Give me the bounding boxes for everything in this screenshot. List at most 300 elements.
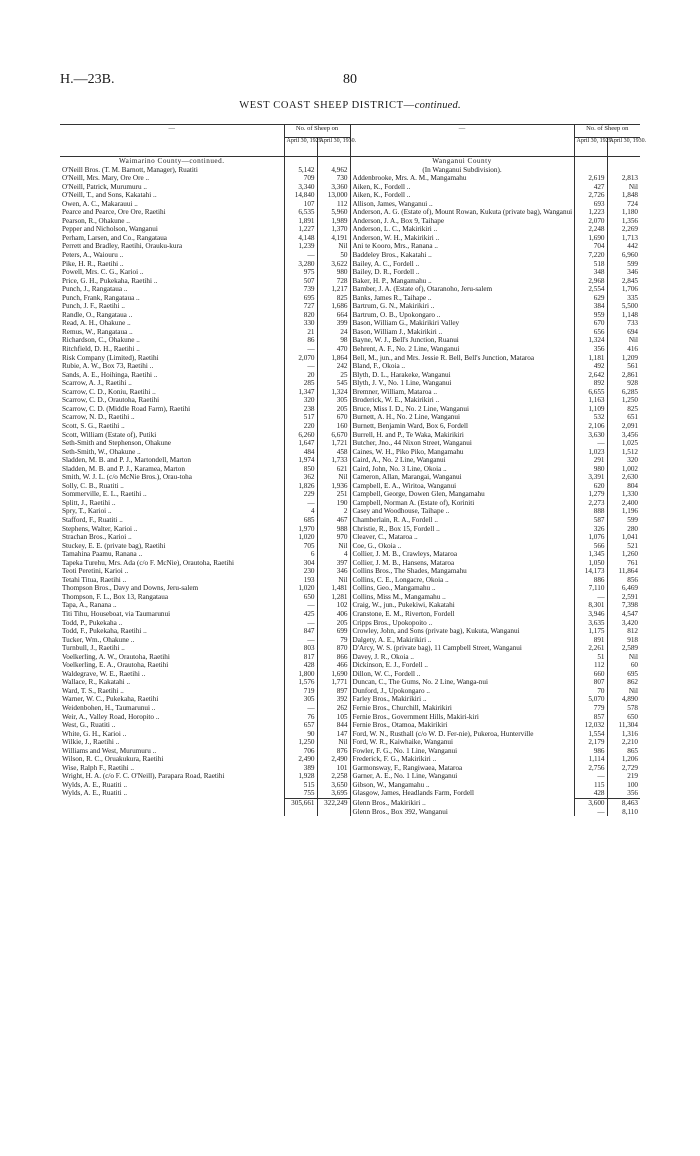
sheep-count-1929: — [284, 619, 317, 628]
table-row [60, 362, 640, 371]
sheep-count-1929: — [284, 636, 317, 645]
sheep-count-1929: 3,391 [574, 473, 607, 482]
table-row [60, 661, 640, 670]
owner-name: Bailey, D. R., Fordell .. [352, 268, 420, 277]
table-row [60, 217, 640, 226]
table-row [60, 465, 640, 474]
table-row [60, 328, 640, 337]
sheep-count-1930: 1,041 [607, 533, 640, 542]
sheep-count-1929: 587 [574, 516, 607, 525]
sheep-count-1929: 1,109 [574, 405, 607, 414]
owner-name: Scarrow, C. D. (Middle Road Farm), Raetihi [62, 404, 191, 413]
empty-cell [317, 808, 350, 817]
sheep-count-1929: 1,970 [284, 525, 317, 534]
table-row [60, 687, 640, 696]
sheep-count-1929: 356 [574, 345, 607, 354]
sheep-count-1929: 285 [284, 379, 317, 388]
table-row [60, 345, 640, 354]
owner-name: Tamahina Paamu, Ranana .. [62, 550, 143, 559]
sheep-count-1930: Nil [317, 576, 350, 585]
sheep-count-1929: 21 [284, 328, 317, 337]
sheep-count-1929: 1,554 [574, 730, 607, 739]
sheep-count-1929: — [284, 704, 317, 713]
sheep-count-1929: 389 [284, 764, 317, 773]
sheep-count-1930: Nil [317, 242, 350, 251]
sheep-count-1930: 3,456 [607, 431, 640, 440]
sheep-count-1929: 706 [284, 747, 317, 756]
sheep-count-1929: 2,968 [574, 277, 607, 286]
owner-name: Ward, T. S., Raetihi .. [62, 686, 124, 695]
sheep-count-1930: 442 [607, 242, 640, 251]
sheep-count-1930: 2,589 [607, 644, 640, 653]
sheep-count-1930: 3,650 [317, 781, 350, 790]
table-row [60, 610, 640, 619]
sheep-count-1930: 4,962 [317, 166, 350, 175]
sheep-count-1930: 205 [317, 619, 350, 628]
sheep-count-1929: 705 [284, 542, 317, 551]
table-row [60, 371, 640, 380]
sheep-count-1929: 484 [284, 448, 317, 457]
sheep-count-1930: 761 [607, 559, 640, 568]
table-row [60, 550, 640, 559]
table-row [60, 439, 640, 448]
owner-name: Scott, William (Estate of), Putiki [62, 430, 157, 439]
owner-name: Blyth, D. L., Harakeke, Wanganui [352, 370, 451, 379]
owner-name: Sommerville, E. L., Raetihi .. [62, 490, 147, 499]
name-column-header-right: — [350, 125, 574, 157]
owner-name: Bayne, W. J., Bell's Junction, Ruanui [352, 336, 459, 345]
owner-name: Chamberlain, R. A., Fordell .. [352, 515, 438, 524]
owner-name: Collier, J. M. B., Hansens, Mataroa [352, 558, 455, 567]
sheep-count-1930: 1,721 [317, 439, 350, 448]
owner-name: Wallace, R., Kakatahi .. [62, 678, 131, 687]
sheep-count-1930: 11,864 [607, 567, 640, 576]
sheep-count-1929: 959 [574, 311, 607, 320]
sheep-count-1929: 3,340 [284, 183, 317, 192]
owner-name: Bremner, William, Mataroa .. [352, 387, 438, 396]
owner-name: Cameron, Allan, Marangai, Wanganui [352, 473, 462, 482]
sheep-count-1930: 1,356 [607, 217, 640, 226]
owner-name: Sladden, M. B. and P. J., Karamea, Marton [62, 464, 185, 473]
sheep-count-1929: 428 [574, 789, 607, 798]
table-row [60, 755, 640, 764]
sheep-count-1930: 5,960 [317, 208, 350, 217]
sheep-count-1929: 517 [284, 413, 317, 422]
empty-cell [60, 808, 284, 817]
owner-name: Fernie Bros., Otamoa, Makirikiri [352, 721, 448, 730]
sheep-count-1930: 545 [317, 379, 350, 388]
owner-name: Collins Bros., The Shades, Mangamahu [352, 567, 467, 576]
sheep-count-1930: 4 [317, 550, 350, 559]
sheep-count-1930: 1,330 [607, 490, 640, 499]
owner-name: Dickinson, E. J., Fordell .. [352, 661, 428, 670]
owner-name: Rubie, A. W., Box 73, Raetihi .. [62, 362, 154, 371]
table-row [60, 208, 640, 217]
table-row [60, 473, 640, 482]
sheep-count-1930: Nil [317, 473, 350, 482]
date-1929-left: April 30, 1929. [284, 138, 317, 157]
owner-name: Punch, J., Rangataua .. [62, 285, 128, 294]
sheep-count-1930: 866 [317, 653, 350, 662]
sheep-count-1929: — [284, 251, 317, 260]
owner-name: Dunford, J., Upokongaro .. [352, 686, 430, 695]
sheep-count-1930: 1,512 [607, 448, 640, 457]
owner-name: Pike, H. R., Raetihi .. [62, 259, 124, 268]
table-row [60, 200, 640, 209]
sheep-count-1930: 399 [317, 319, 350, 328]
owner-name: Perrett and Bradley, Raetihi, Orauku-kura [62, 242, 183, 251]
owner-name: Broderick, W. E., Makirikiri .. [352, 396, 440, 405]
sheep-count-1930: 190 [317, 499, 350, 508]
owner-name: Baker, H. P., Mangamahu .. [352, 276, 432, 285]
owner-name: Farley Bros., Makirikiri .. [352, 695, 427, 704]
owner-name: Caird, A., No. 2 Line, Wanganui [352, 456, 446, 465]
sheep-count-1929: 230 [284, 567, 317, 576]
sheep-count-1930: 1,002 [607, 465, 640, 474]
owner-name: Randle, O., Rangataua .. [62, 310, 133, 319]
sheep-count-1929: 330 [284, 319, 317, 328]
sheep-count-1929: 980 [574, 465, 607, 474]
sheep-count-1929: 2,261 [574, 644, 607, 653]
sheep-count-1929: 320 [284, 396, 317, 405]
title-continued: continued. [414, 100, 461, 111]
owner-name: Collier, J. M. B., Crawleys, Mataroa [352, 550, 458, 559]
table-row [60, 738, 640, 747]
sheep-count-1929: 779 [574, 704, 607, 713]
sheep-count-1929: 193 [284, 576, 317, 585]
owner-name: Burnett, Benjamin Ward, Box 6, Fordell [352, 421, 468, 430]
sheep-count-1929: 1,324 [574, 336, 607, 345]
sheep-count-1930: 305 [317, 396, 350, 405]
sheep-count-1929: 850 [284, 465, 317, 474]
sheep-count-1929: 566 [574, 542, 607, 551]
owner-name: Burnett, A. H., No. 2 Line, Wanganui [352, 413, 460, 422]
sheep-count-1930: 825 [607, 405, 640, 414]
owner-name: O'Neill, Mrs. Mary, Ore Ore .. [62, 174, 150, 183]
sheep-count-1930: 470 [317, 345, 350, 354]
table-row [60, 764, 640, 773]
sheep-count-1929: 2,106 [574, 422, 607, 431]
sheep-count-1929: 6,535 [284, 208, 317, 217]
sheep-count-1930: 1,686 [317, 302, 350, 311]
sheep-count-1929: 693 [574, 200, 607, 209]
empty-cell [60, 799, 284, 808]
sheep-count-1929: 755 [284, 789, 317, 798]
owner-name: Tapeka Turehu, Mrs. Ada (c/o F. McNie), Orautoha, Raetihi [62, 558, 234, 567]
sheep-count-1930: 50 [317, 251, 350, 260]
sheep-count-1930: 1,148 [607, 311, 640, 320]
owner-name: Burrell, H. and P., Te Waka, Makirikiri [352, 430, 464, 439]
owner-name: O'Neill, Patrick, Murumuru .. [62, 182, 147, 191]
sheep-count-1930: 1,864 [317, 354, 350, 363]
owner-name: Dillon, W. C., Fordell .. [352, 669, 421, 678]
table-row [60, 636, 640, 645]
owner-name: Smith, W. J. L. (c/o McNie Bros.), Orau-toha [62, 473, 192, 482]
sheep-count-1929: 1,345 [574, 550, 607, 559]
table-row [60, 166, 640, 175]
owner-name: Stuckey, E. E. (private bag), Raetihi [62, 541, 166, 550]
owner-name: Scarrow, N. D., Raetihi .. [62, 413, 135, 422]
sheep-count-1929: 326 [574, 525, 607, 534]
sheep-count-1930: 856 [607, 576, 640, 585]
owner-name: Splitt, J., Raetihi .. [62, 498, 116, 507]
owner-name: Campbell, E. A., Wiritoa, Wanganui [352, 481, 457, 490]
owner-name: Banks, James R., Taihape .. [352, 293, 432, 302]
owner-name: Wylds, A. E., Ruatiti .. [62, 780, 128, 789]
table-row [60, 431, 640, 440]
sheep-count-1929: 4,148 [284, 234, 317, 243]
sheep-count-1930: 2,269 [607, 225, 640, 234]
sheep-count-1930: 897 [317, 687, 350, 696]
sheep-count-1929: 650 [284, 593, 317, 602]
sheep-count-1929: 685 [284, 516, 317, 525]
owner-name: Cranstone, E. M., Riverton, Fordell [352, 609, 455, 618]
sheep-count-1930: 825 [317, 294, 350, 303]
sheep-count-1930: 2,729 [607, 764, 640, 773]
owner-name: Glenn Bros., Box 392, Wanganui [352, 807, 448, 816]
owner-name: Scarrow, C. D., Orautoha, Raetihi [62, 396, 160, 405]
page-title [0, 100, 700, 111]
sheep-count-1929: 3,635 [574, 619, 607, 628]
owner-name: Scarrow, C. D., Koniu, Raetihi .. [62, 387, 156, 396]
sheep-count-1929: 886 [574, 576, 607, 585]
owner-name: Campbell, Norman A. (Estate of), Koriniti [352, 498, 475, 507]
sheep-count-1930: 6,960 [607, 251, 640, 260]
owner-name: Collins, C. E., Longacre, Okoia .. [352, 575, 449, 584]
table-row [60, 260, 640, 269]
sheep-count-1930: 356 [607, 789, 640, 798]
sheep-count-1929: 629 [574, 294, 607, 303]
sheep-count-1930: 1,690 [317, 670, 350, 679]
sheep-count-1930: 4,547 [607, 610, 640, 619]
table-row [60, 285, 640, 294]
table-row [60, 799, 640, 808]
sheep-count-1929: 3,600 [574, 799, 607, 808]
table-row [60, 627, 640, 636]
sheep-count-1929: 76 [284, 713, 317, 722]
sheep-count-1930: 844 [317, 721, 350, 730]
sheep-count-1930: 416 [607, 345, 640, 354]
owner-name: Wise, Ralph F., Raetihi .. [62, 763, 134, 772]
owner-name: Price, G. H., Pukekaha, Raetihi .. [62, 276, 158, 285]
sheep-count-1929: 2,179 [574, 738, 607, 747]
sheep-count-1930: 599 [607, 260, 640, 269]
table-row [60, 242, 640, 251]
owner-name: Sands, A. E., Hoihinga, Raetihi .. [62, 370, 158, 379]
table-row [60, 379, 640, 388]
sheep-count-1930: 988 [317, 525, 350, 534]
sheep-count-1929: 532 [574, 413, 607, 422]
owner-name: Williams and West, Murumuru .. [62, 746, 157, 755]
sheep-count-1929: 704 [574, 242, 607, 251]
table-row [60, 525, 640, 534]
empty-cell [317, 157, 350, 166]
sheep-count-1929: 2,490 [284, 755, 317, 764]
sheep-count-1930: 1,771 [317, 678, 350, 687]
sheep-count-1929: 1,050 [574, 559, 607, 568]
table-row [60, 225, 640, 234]
sheep-count-1930: Nil [607, 183, 640, 192]
sheep-count-1929: 305 [284, 695, 317, 704]
sheep-count-1929: 5,070 [574, 695, 607, 704]
owner-name: Warner, W. C., Pukekaha, Raetihi [62, 695, 159, 704]
owner-name: Voelkerling, E. A., Orautoha, Raetihi [62, 661, 169, 670]
owner-name: Tapa, A., Ranana .. [62, 601, 117, 610]
owner-name: Allison, James, Wanganui .. [352, 199, 433, 208]
table-row [60, 354, 640, 363]
sheep-count-1930: 2,258 [317, 772, 350, 781]
owner-name: Collins, Geo., Mangamahu .. [352, 584, 436, 593]
sheep-count-1930: 876 [317, 747, 350, 756]
table-row [60, 593, 640, 602]
sheep-count-1929: 975 [284, 268, 317, 277]
table-row [60, 721, 640, 730]
owner-name: Aiken, K., Fordell .. [352, 182, 411, 191]
table-row [60, 772, 640, 781]
sheep-count-1930: 694 [607, 328, 640, 337]
sheep-count-1930: 7,398 [607, 601, 640, 610]
table-row [60, 277, 640, 286]
sheep-count-1929: 112 [574, 661, 607, 670]
owner-name: Solly, C. B., Ruatiti .. [62, 481, 124, 490]
sheep-count-1930: 6,670 [317, 431, 350, 440]
sheep-count-1930: 4,191 [317, 234, 350, 243]
sheep-count-1929: 709 [284, 174, 317, 183]
sheep-count-1930: 2,400 [607, 499, 640, 508]
table-row [60, 157, 640, 166]
owner-name: Seth-Smith, W., Ohakune .. [62, 447, 141, 456]
sheep-count-1929: 1,891 [284, 217, 317, 226]
sheep-count-1930: 280 [607, 525, 640, 534]
table-row [60, 781, 640, 790]
owner-name: Bailey, A. C., Fordell .. [352, 259, 420, 268]
owner-name: Risk Company (Limited), Raetihi [62, 353, 159, 362]
sheep-count-1930: 3,695 [317, 789, 350, 798]
owner-name: Frederick, F. G., Makirikiri .. [352, 755, 437, 764]
owner-name: Glasgow, James, Headlands Farm, Fordell [352, 789, 474, 798]
table-row [60, 251, 640, 260]
owner-name: O'Neill, T., and Sons, Kakatahi .. [62, 191, 157, 200]
sheep-count-1930: 205 [317, 405, 350, 414]
sheep-count-1929: 1,250 [284, 738, 317, 747]
sheep-count-1929: 656 [574, 328, 607, 337]
table-row [60, 567, 640, 576]
sheep-count-1930: 3,360 [317, 183, 350, 192]
table-row [60, 448, 640, 457]
sheep-count-1929: 1,181 [574, 354, 607, 363]
owner-name: Titi Tihu, Houseboat, via Taumarunui [62, 609, 171, 618]
table-row [60, 542, 640, 551]
sheep-count-1929: 2,070 [284, 354, 317, 363]
page-number: 80 [343, 72, 357, 87]
sheep-count-1930: 1,989 [317, 217, 350, 226]
sheep-count-1929: 888 [574, 507, 607, 516]
sheep-count-1929: 425 [284, 610, 317, 619]
total-1929: 305,661 [284, 799, 317, 808]
sheep-count-1929: 986 [574, 747, 607, 756]
sheep-count-1929: 428 [284, 661, 317, 670]
sheep-count-1929: 719 [284, 687, 317, 696]
sheep-count-1930: 147 [317, 730, 350, 739]
owner-name: Bason, William G., Makirikiri Valley [352, 319, 460, 328]
owner-name: Bartrum, O. B., Upokongaro .. [352, 310, 441, 319]
sheep-count-1929: 2,554 [574, 285, 607, 294]
owner-name: Scott, S. G., Raetihi .. [62, 421, 125, 430]
empty-cell [284, 808, 317, 817]
table-row [60, 311, 640, 320]
owner-name: Read, A. H., Ohakune .. [62, 319, 131, 328]
sheep-count-1929: 1,974 [284, 456, 317, 465]
sheep-count-1929: 6,260 [284, 431, 317, 440]
table-row [60, 808, 640, 817]
sheep-count-1929: 1,020 [284, 584, 317, 593]
table-row [60, 516, 640, 525]
subsection-heading: (In Wanganui Subdivision). [422, 165, 502, 174]
sheep-count-1930: 521 [607, 542, 640, 551]
sheep-count-1930: 160 [317, 422, 350, 431]
owner-name: Ford, W. N., Rusthall (c/o W. D. Fer-nie), Pukeroa, Hunterville [352, 729, 534, 738]
table-header-top [60, 125, 640, 138]
table-row [60, 747, 640, 756]
owner-name: Fernie Bros., Churchill, Makirikiri [352, 704, 452, 712]
sheep-count-1930: 2,630 [607, 473, 640, 482]
owner-name: Anderson, L. C., Makirikiri .. [352, 225, 438, 234]
owner-name: Thompson Bros., Davy and Downs, Jeru-salem [62, 584, 199, 593]
sheep-count-1929: 1,114 [574, 755, 607, 764]
table-row [60, 396, 640, 405]
owner-name: Powell, Mrs. C. G., Karioi .. [62, 268, 144, 277]
table-row [60, 584, 640, 593]
sheep-count-1930: 2,490 [317, 755, 350, 764]
sheep-count-1930: 724 [607, 200, 640, 209]
sheep-count-1929: 427 [574, 183, 607, 192]
name-column-header-left: — [60, 125, 284, 157]
owner-name: Anderson, W. H., Makirikiri .. [352, 233, 440, 242]
table-row [60, 695, 640, 704]
sheep-count-1929: 1,928 [284, 772, 317, 781]
sheep-count-1930: 458 [317, 448, 350, 457]
owner-name: Butcher, Jno., 44 Nixon Street, Wanganui [352, 439, 472, 448]
owner-name: Aiken, K., Fordell .. [352, 191, 411, 200]
sheep-count-1930: 870 [317, 644, 350, 653]
owner-name: Bason, William J., Makirikiri .. [352, 327, 443, 336]
owner-name: Bell, M., jun., and Mrs. Jessie R. Bell, Bell's Junction, Mataroa [352, 353, 535, 362]
owner-name: Cripps Bros., Upokopoito .. [352, 618, 433, 627]
sheep-count-1930: 865 [607, 747, 640, 756]
sheep-count-1929: 1,227 [284, 225, 317, 234]
date-1930-right: April 30, 1930. [607, 138, 640, 157]
sheep-count-1929: 1,020 [284, 533, 317, 542]
sheep-count-header-right: No. of Sheep on [574, 125, 640, 138]
owner-name: Fernie Bros., Government Hills, Makiri-kiri [352, 712, 479, 721]
table-row [60, 644, 640, 653]
sheep-count-1930: 3,420 [607, 619, 640, 628]
sheep-count-1929: 8,301 [574, 601, 607, 610]
table-row [60, 499, 640, 508]
table-row [60, 294, 640, 303]
sheep-count-1929: 5,142 [284, 166, 317, 175]
sheep-count-1930: 8,110 [607, 808, 640, 817]
sheep-count-1930: 1,025 [607, 439, 640, 448]
owner-name: Christie, R., Box 15, Fordell .. [352, 524, 440, 533]
sheep-count-1930: 928 [607, 379, 640, 388]
sheep-count-1929: 620 [574, 482, 607, 491]
sheep-count-1930: 242 [317, 362, 350, 371]
sheep-count-1929: 891 [574, 636, 607, 645]
sheep-count-1930: 8,463 [607, 799, 640, 808]
sheep-count-1930: 1,196 [607, 507, 640, 516]
owner-name: Casey and Woodhouse, Taihape .. [352, 507, 450, 516]
